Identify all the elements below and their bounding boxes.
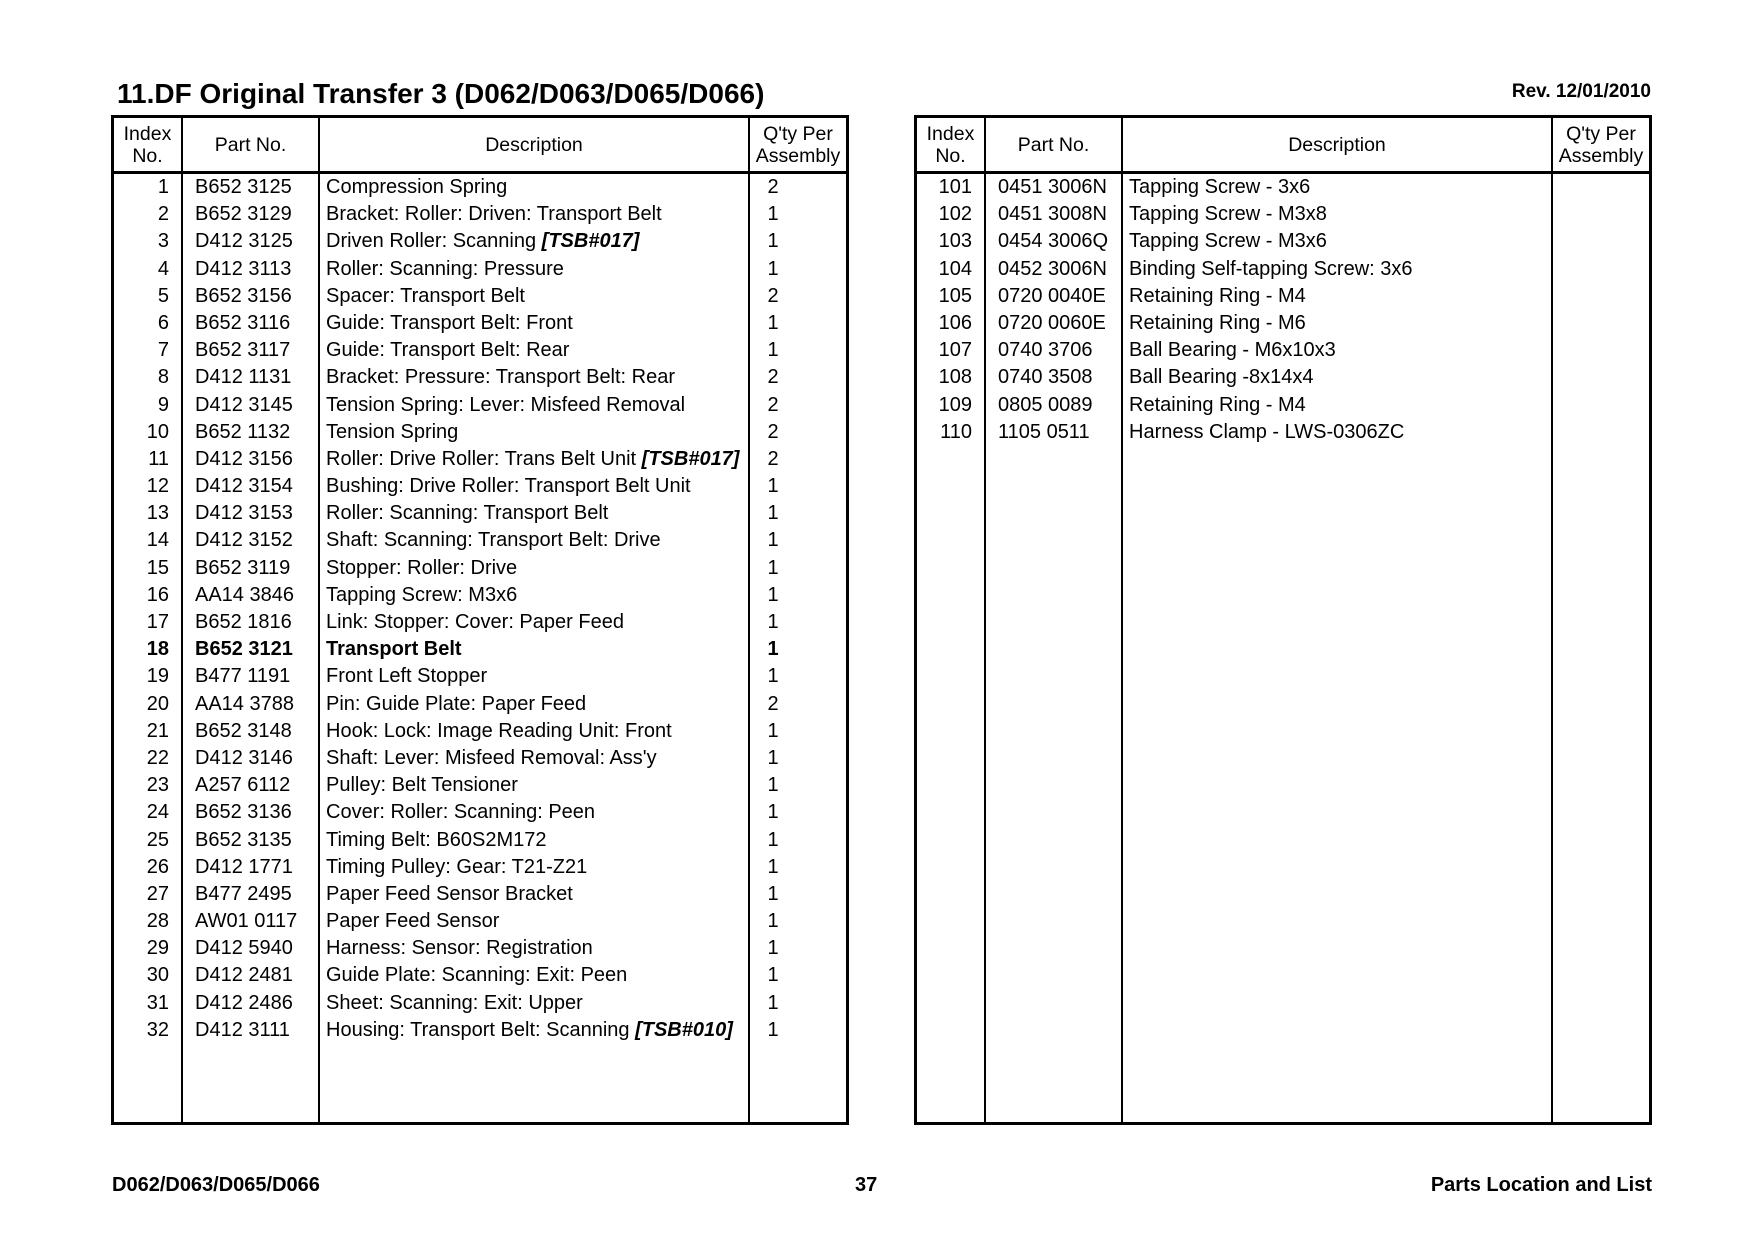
description-cell: Retaining Ring - M4	[1129, 284, 1306, 307]
qty-cell: 1	[767, 991, 779, 1014]
qty-cell	[1544, 201, 1608, 228]
index-cell: 104	[938, 257, 972, 280]
index-cell: 28	[146, 910, 169, 933]
description-cell: Harness: Sensor: Registration	[326, 937, 593, 960]
description-cell: Retaining Ring - M4	[1129, 393, 1306, 416]
revision-label: Rev. 12/01/2010	[1511, 81, 1651, 102]
description-cell: Cover: Roller: Scanning: Peen	[326, 801, 596, 824]
table-row	[114, 555, 846, 582]
qty-cell: 1	[767, 855, 779, 878]
table-row	[114, 337, 846, 364]
index-cell: 1	[157, 176, 169, 198]
qty-cell: 1	[767, 964, 779, 987]
table-row	[114, 527, 846, 554]
qty-cell: 1	[767, 502, 779, 525]
parts-rows-left	[114, 174, 846, 1044]
qty-cell: 1	[767, 475, 779, 498]
qty-cell: 1	[767, 638, 779, 661]
index-cell: 26	[146, 855, 169, 878]
header-part-no: Part No.	[214, 133, 287, 156]
table-row	[114, 283, 846, 310]
description-cell: Binding Self-tapping Screw: 3x6	[1129, 257, 1413, 280]
description-cell: Compression Spring	[326, 176, 508, 198]
qty-cell	[1544, 364, 1608, 391]
table-row	[114, 908, 846, 935]
table-row	[114, 881, 846, 908]
part-no-cell: B652 3148	[195, 719, 292, 742]
qty-cell: 2	[767, 420, 779, 443]
description-cell: Shaft: Lever: Misfeed Removal: Ass'y	[326, 746, 657, 769]
table-row	[114, 799, 846, 826]
footer-section: Parts Location and List	[1430, 1174, 1652, 1196]
description-cell: Transport Belt	[326, 638, 462, 661]
part-no-cell: AA14 3788	[195, 692, 294, 715]
description-cell: Timing Pulley: Gear: T21-Z21	[326, 855, 588, 878]
index-cell: 17	[146, 611, 169, 633]
page-title: 11.DF Original Transfer 3 (D062/D063/D065/D066)	[117, 78, 765, 109]
part-no-cell: AW01 0117	[195, 910, 298, 933]
table-row	[114, 663, 846, 690]
description-cell: Roller: Scanning: Transport Belt	[326, 502, 609, 525]
part-no-cell: D412 1771	[195, 855, 293, 878]
qty-cell: 1	[767, 257, 779, 280]
table-row	[114, 174, 846, 201]
qty-cell	[1544, 310, 1608, 337]
index-cell: 106	[938, 311, 972, 334]
description-cell: Harness Clamp - LWS-0306ZC	[1129, 420, 1405, 443]
description-cell: Tapping Screw - 3x6	[1129, 176, 1311, 198]
table-row	[917, 174, 1649, 201]
table-row	[114, 990, 846, 1017]
index-cell: 4	[157, 257, 169, 280]
qty-cell: 2	[767, 393, 779, 416]
part-no-cell: B652 3117	[195, 339, 291, 362]
header-qty: Q'ty Per Assembly	[1558, 122, 1644, 167]
description-cell: Pin: Guide Plate: Paper Feed	[326, 692, 587, 715]
part-no-cell: D412 2481	[195, 964, 293, 987]
description-cell: Roller: Drive Roller: Trans Belt Unit [TSB#017]	[326, 447, 740, 470]
index-cell: 21	[146, 719, 169, 742]
qty-cell: 1	[767, 203, 779, 226]
part-no-cell: B477 2495	[195, 882, 292, 905]
qty-cell: 1	[767, 774, 779, 797]
qty-cell: 1	[767, 801, 779, 824]
table-row	[114, 392, 846, 419]
part-no-cell: AA14 3846	[195, 583, 294, 606]
description-cell: Roller: Scanning: Pressure	[326, 257, 564, 280]
part-no-cell: D412 3113	[195, 257, 292, 280]
part-no-cell: B652 3121	[195, 638, 293, 661]
description-cell: Paper Feed Sensor Bracket	[326, 882, 573, 905]
index-cell: 15	[146, 556, 169, 579]
index-cell: 13	[146, 502, 169, 525]
index-cell: 24	[146, 801, 169, 824]
qty-cell: 2	[767, 447, 779, 470]
part-no-cell: B652 3129	[195, 203, 292, 226]
description-cell: Tapping Screw - M3x6	[1129, 230, 1327, 253]
table-row	[114, 962, 846, 989]
part-no-cell: 0720 0040E	[998, 284, 1106, 307]
parts-table-right	[914, 115, 1652, 1125]
part-no-cell: D412 3111	[195, 1018, 290, 1041]
index-cell: 107	[938, 339, 972, 362]
table-header	[917, 118, 1649, 174]
index-cell: 22	[146, 746, 169, 769]
index-cell: 20	[146, 692, 169, 715]
part-no-cell: 0740 3508	[998, 366, 1093, 389]
table-row	[114, 827, 846, 854]
part-no-cell: B652 1132	[195, 420, 291, 443]
index-cell: 7	[157, 339, 169, 362]
footer-model: D062/D063/D065/D066	[112, 1174, 320, 1196]
index-cell: 30	[146, 964, 169, 987]
table-row	[917, 256, 1649, 283]
qty-cell: 1	[767, 910, 779, 933]
qty-cell: 1	[767, 311, 779, 334]
table-header	[114, 118, 846, 174]
table-row	[114, 256, 846, 283]
part-no-cell: D412 1131	[195, 366, 292, 389]
index-cell: 102	[938, 203, 972, 226]
index-cell: 12	[146, 475, 169, 498]
table-row	[114, 745, 846, 772]
qty-cell: 2	[767, 692, 779, 715]
table-row	[917, 419, 1649, 446]
description-cell: Bracket: Roller: Driven: Transport Belt	[326, 203, 662, 226]
description-cell: Spacer: Transport Belt	[326, 284, 525, 307]
part-no-cell: B477 1191	[195, 665, 291, 688]
qty-cell: 1	[767, 828, 779, 851]
table-row	[114, 582, 846, 609]
table-row	[917, 283, 1649, 310]
table-row	[114, 1017, 846, 1044]
table-row	[114, 473, 846, 500]
qty-cell: 1	[767, 583, 779, 606]
tsb-reference: [TSB#010]	[635, 1018, 733, 1041]
part-no-cell: D412 3156	[195, 447, 293, 470]
part-no-cell: D412 3153	[195, 502, 293, 525]
part-no-cell: 1105 0511	[998, 420, 1090, 443]
qty-cell: 2	[767, 176, 779, 198]
qty-cell: 1	[767, 339, 779, 362]
description-cell: Front Left Stopper	[326, 665, 488, 688]
description-cell: Guide: Transport Belt: Rear	[326, 339, 570, 362]
header-description: Description	[1288, 133, 1386, 156]
header-part-no: Part No.	[1017, 133, 1090, 156]
table-row	[917, 337, 1649, 364]
tsb-reference: [TSB#017]	[541, 230, 640, 253]
description-cell: Guide Plate: Scanning: Exit: Peen	[326, 964, 628, 987]
description-cell: Bracket: Pressure: Transport Belt: Rear	[326, 366, 676, 389]
qty-cell: 1	[767, 230, 779, 253]
part-no-cell: B652 3116	[195, 311, 291, 334]
qty-cell	[1544, 228, 1608, 255]
index-cell: 25	[146, 828, 169, 851]
header-description: Description	[485, 133, 583, 156]
table-row	[917, 310, 1649, 337]
description-cell: Housing: Transport Belt: Scanning [TSB#010]	[326, 1018, 733, 1041]
part-no-cell: D412 3152	[195, 529, 293, 552]
index-cell: 2	[157, 203, 169, 226]
table-row	[114, 201, 846, 228]
table-row	[114, 854, 846, 881]
qty-cell: 1	[767, 556, 779, 579]
part-no-cell: D412 3145	[195, 393, 293, 416]
table-row	[114, 310, 846, 337]
qty-cell: 1	[767, 529, 779, 552]
table-row	[114, 935, 846, 962]
part-no-cell: 0454 3006Q	[998, 230, 1109, 253]
part-no-cell: B652 3156	[195, 284, 292, 307]
index-cell: 32	[146, 1018, 169, 1041]
description-cell: Paper Feed Sensor	[326, 910, 500, 933]
part-no-cell: D412 5940	[195, 937, 293, 960]
index-cell: 16	[146, 583, 169, 606]
description-cell: Link: Stopper: Cover: Paper Feed	[326, 611, 624, 633]
qty-cell	[1544, 337, 1608, 364]
table-row	[917, 364, 1649, 391]
part-no-cell: 0452 3006N	[998, 257, 1107, 280]
part-no-cell: B652 3119	[195, 556, 291, 579]
description-cell: Driven Roller: Scanning [TSB#017]	[326, 230, 640, 253]
qty-cell	[1544, 174, 1608, 201]
header-qty: Q'ty Per Assembly	[755, 122, 841, 167]
index-cell: 108	[938, 366, 972, 389]
description-cell: Hook: Lock: Image Reading Unit: Front	[326, 719, 672, 742]
part-no-cell: B652 1816	[195, 611, 292, 633]
index-cell: 101	[938, 176, 972, 198]
part-no-cell: 0740 3706	[998, 339, 1093, 362]
header-index: Index No.	[123, 122, 172, 167]
part-no-cell: 0451 3006N	[998, 176, 1107, 198]
index-cell: 110	[940, 420, 972, 443]
part-no-cell: D412 2486	[195, 991, 293, 1014]
index-cell: 23	[146, 774, 169, 797]
description-cell: Stopper: Roller: Drive	[326, 556, 518, 579]
table-row	[917, 201, 1649, 228]
tsb-reference: [TSB#017]	[641, 447, 740, 470]
part-no-cell: B652 3135	[195, 828, 292, 851]
page-number: 37	[855, 1174, 878, 1196]
index-cell: 31	[146, 991, 169, 1014]
qty-cell: 1	[767, 746, 779, 769]
description-cell: Tapping Screw - M3x8	[1129, 203, 1327, 226]
qty-cell: 1	[767, 937, 779, 960]
part-no-cell: 0451 3008N	[998, 203, 1107, 226]
qty-cell: 2	[767, 284, 779, 307]
index-cell: 29	[146, 937, 169, 960]
qty-cell: 1	[767, 665, 779, 688]
table-row	[114, 636, 846, 663]
part-no-cell: B652 3125	[195, 176, 292, 198]
description-cell: Shaft: Scanning: Transport Belt: Drive	[326, 529, 661, 552]
description-cell: Retaining Ring - M6	[1129, 311, 1306, 334]
description-cell: Tension Spring: Lever: Misfeed Removal	[326, 393, 686, 416]
table-row	[114, 691, 846, 718]
index-cell: 105	[938, 284, 972, 307]
parts-table-left	[111, 115, 849, 1125]
description-cell: Ball Bearing -8x14x4	[1129, 366, 1314, 389]
qty-cell: 1	[767, 611, 779, 633]
table-row	[114, 500, 846, 527]
index-cell: 8	[157, 366, 169, 389]
index-cell: 5	[157, 284, 169, 307]
table-row	[917, 392, 1649, 419]
index-cell: 9	[157, 393, 169, 416]
qty-cell: 1	[767, 719, 779, 742]
qty-cell	[1544, 283, 1608, 310]
table-row	[114, 772, 846, 799]
table-row	[114, 609, 846, 636]
part-no-cell: B652 3136	[195, 801, 292, 824]
index-cell: 18	[146, 638, 169, 661]
table-row	[114, 446, 846, 473]
index-cell: 19	[146, 665, 169, 688]
index-cell: 109	[938, 393, 972, 416]
part-no-cell: D412 3146	[195, 746, 293, 769]
qty-cell: 1	[767, 1018, 779, 1041]
table-row	[114, 228, 846, 255]
description-cell: Tension Spring	[326, 420, 459, 443]
description-cell: Timing Belt: B60S2M172	[326, 828, 547, 851]
part-no-cell: 0720 0060E	[998, 311, 1106, 334]
description-cell: Pulley: Belt Tensioner	[326, 774, 518, 797]
qty-cell: 2	[767, 366, 779, 389]
index-cell: 6	[157, 311, 169, 334]
description-cell: Bushing: Drive Roller: Transport Belt Unit	[326, 475, 691, 498]
description-cell: Sheet: Scanning: Exit: Upper	[326, 991, 583, 1014]
table-row	[114, 419, 846, 446]
description-cell: Guide: Transport Belt: Front	[326, 311, 573, 334]
qty-cell	[1544, 392, 1608, 419]
parts-rows-right	[917, 174, 1649, 446]
part-no-cell: 0805 0089	[998, 393, 1093, 416]
index-cell: 3	[157, 230, 169, 253]
qty-cell: 1	[767, 882, 779, 905]
qty-cell	[1544, 256, 1608, 283]
part-no-cell: D412 3125	[195, 230, 293, 253]
table-row	[114, 718, 846, 745]
index-cell: 103	[938, 230, 972, 253]
index-cell: 11	[148, 447, 169, 470]
part-no-cell: D412 3154	[195, 475, 293, 498]
table-row	[917, 228, 1649, 255]
header-index: Index No.	[926, 122, 975, 167]
index-cell: 14	[146, 529, 169, 552]
index-cell: 27	[146, 882, 169, 905]
description-cell: Tapping Screw: M3x6	[326, 583, 518, 606]
index-cell: 10	[146, 420, 169, 443]
qty-cell	[1544, 419, 1608, 446]
description-cell: Ball Bearing - M6x10x3	[1129, 339, 1336, 362]
table-row	[114, 364, 846, 391]
part-no-cell: A257 6112	[195, 774, 291, 797]
